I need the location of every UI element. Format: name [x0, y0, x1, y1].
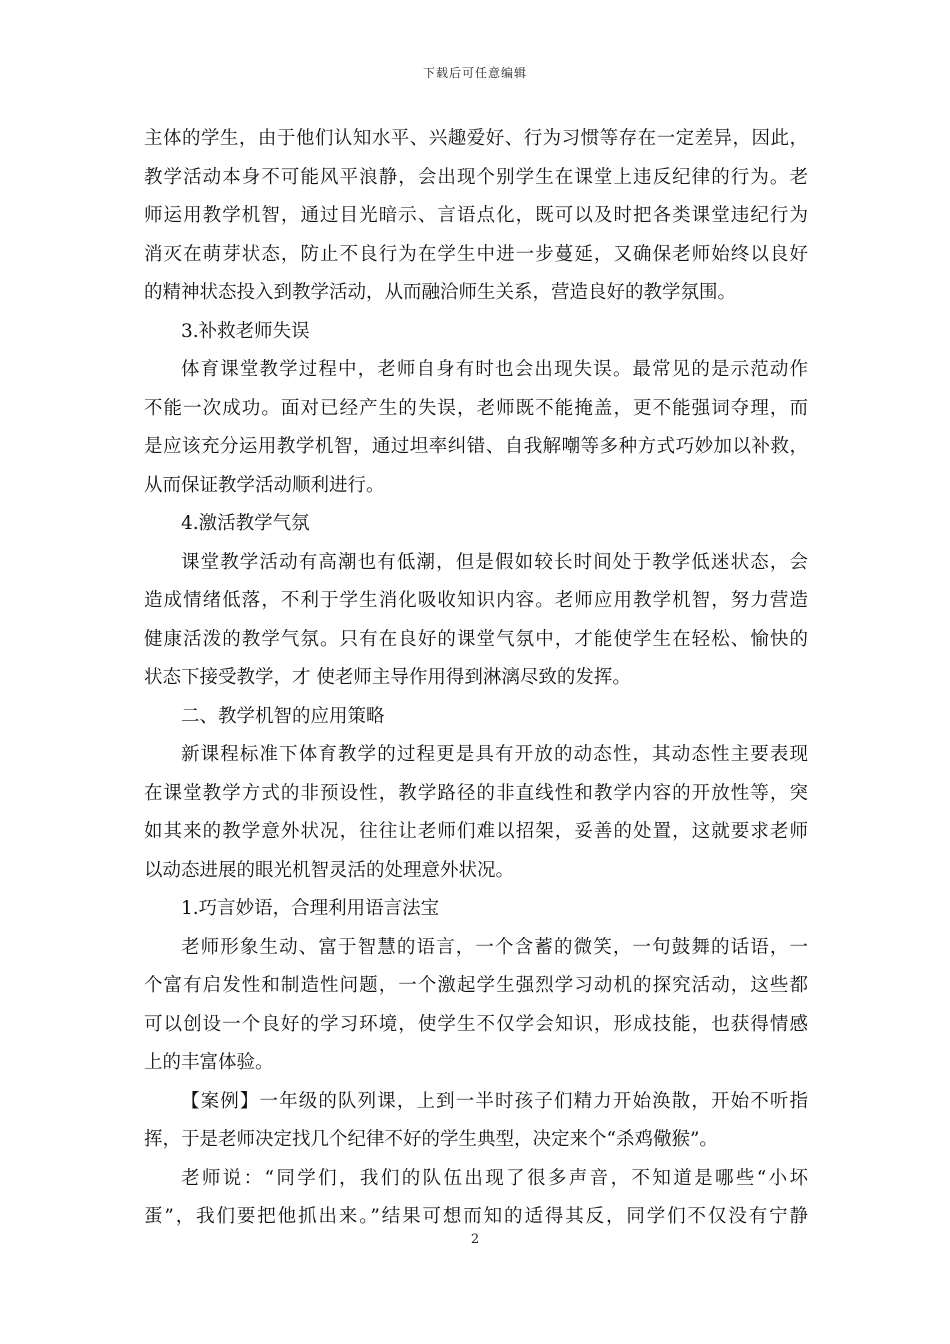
body-line: 师运用教学机智，通过目光暗示、言语点化，既可以及时把各类课堂违纪行为 [144, 205, 808, 226]
section-heading-two: 二、教学机智的应用策略 [181, 705, 385, 727]
section-heading-3: 3.补救老师失误 [181, 320, 310, 342]
page-header-note: 下载后可任意编辑 [422, 66, 527, 80]
body-line: 新课程标准下体育教学的过程更是具有开放的动态性，其动态性主要表现 [181, 744, 808, 765]
body-line: 的精神状态投入到教学活动，从而融洽师生关系，营造良好的教学氛围。 [144, 282, 737, 303]
body-line: 健康活泼的教学气氛。只有在良好的课堂气氛中，才能使学生在轻松、愉快的 [144, 628, 808, 650]
body-line: 蛋”，我们要把他抓出来。”结果可想而知的适得其反，同学们不仅没有宁静 [144, 1206, 808, 1227]
body-line: 造成情绪低落，不利于学生消化吸收知识内容。老师应用教学机智，努力营造 [144, 590, 808, 611]
document-body [144, 120, 808, 1237]
body-line: 教学活动本身不可能风平浪静，会出现个别学生在课堂上违反纪律的行为。老 [144, 166, 808, 188]
section-heading-1: 1.巧言妙语，合理利用语言法宝 [181, 898, 440, 919]
body-line: 是应该充分运用教学机智，通过坦率纠错、自我解嘲等多种方式巧妙加以补救， [144, 436, 808, 457]
body-line: 从而保证教学活动顺利进行。 [144, 474, 385, 496]
body-line: 体育课堂教学过程中，老师自身有时也会出现失误。最常见的是示范动作 [181, 359, 808, 380]
body-line: 课堂教学活动有高潮也有低潮，但是假如较长时间处于教学低迷状态，会 [181, 551, 808, 573]
body-line: 如其来的教学意外状况，往往让老师们难以招架，妥善的处置，这就要求老师 [144, 821, 808, 842]
body-line: 在课堂教学方式的非预设性，教学路径的非直线性和教学内容的开放性等，突 [144, 782, 808, 804]
body-line: 主体的学生，由于他们认知水平、兴趣爱好、行为习惯等存在一定差异，因此， [144, 128, 808, 149]
body-line: 老师形象生动、富于智慧的语言，一个含蓄的微笑，一句鼓舞的话语，一 [181, 936, 808, 958]
body-line: 老师说：“同学们，我们的队伍出现了很多声音，不知道是哪些“小坏 [181, 1167, 808, 1189]
case-paragraph-line: 挥，于是老师决定找几个纪律不好的学生典型，决定来个“杀鸡儆猴”。 [144, 1129, 718, 1150]
body-line: 状态下接受教学，才 使老师主导作用得到淋漓尽致的发挥。 [144, 667, 631, 688]
body-line: 消灭在萌芽状态，防止不良行为在学生中进一步蔓延，又确保老师始终以良好 [144, 243, 808, 265]
page-number: 2 [470, 1232, 480, 1247]
section-heading-4: 4.激活教学气氛 [181, 513, 310, 534]
body-line: 个富有启发性和制造性问题，一个激起学生强烈学习动机的探究活动，这些都 [144, 975, 808, 996]
case-paragraph-line: 【案例】一年级的队列课，上到一半时孩子们精力开始涣散，开始不听指 [181, 1090, 808, 1112]
body-line: 可以创设一个良好的学习环境，使学生不仅学会知识，形成技能，也获得情感 [144, 1013, 808, 1035]
body-line: 以动态进展的眼光机智灵活的处理意外状况。 [144, 859, 515, 881]
body-line: 上的丰富体验。 [144, 1052, 274, 1073]
body-line: 不能一次成功。面对已经产生的失误，老师既不能掩盖，更不能强词夺理，而 [144, 397, 808, 419]
